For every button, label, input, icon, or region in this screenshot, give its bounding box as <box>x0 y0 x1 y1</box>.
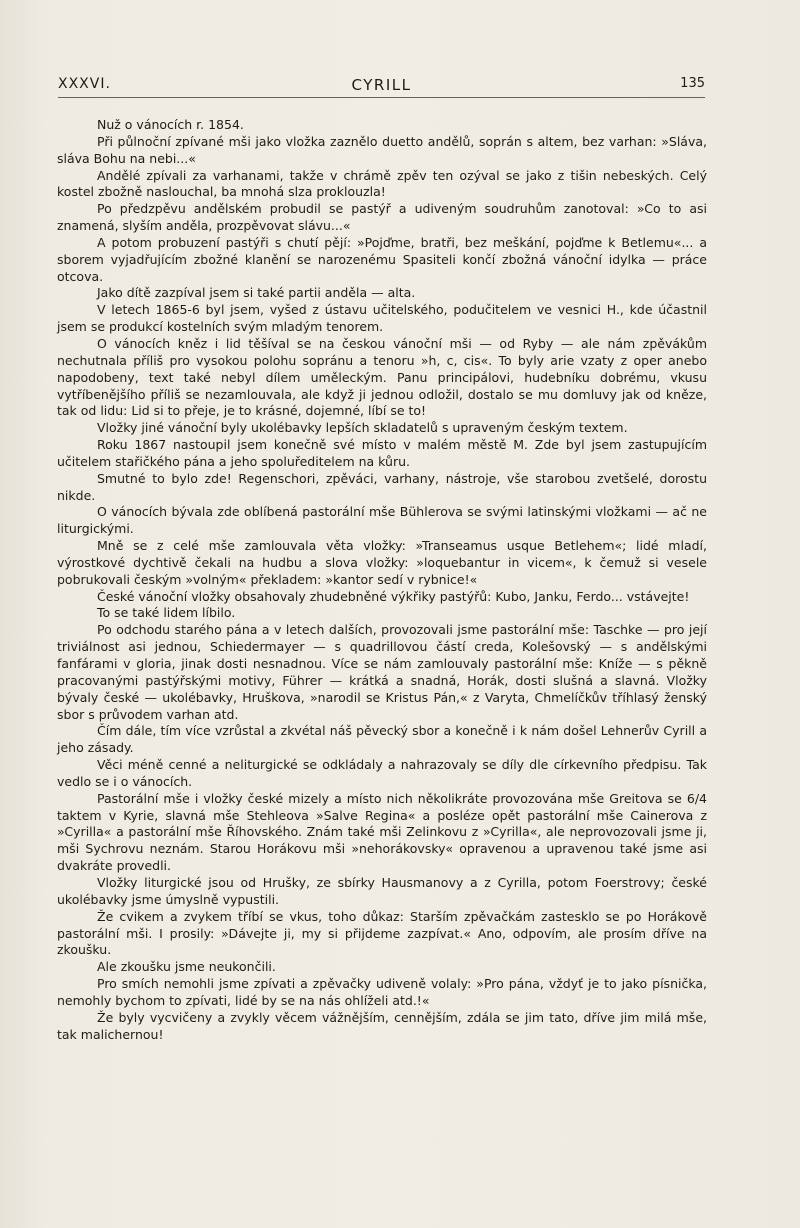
paragraph: O vánocích kněz i lid těšíval se na českou vánoční mši — od Ryby — ale nám zpěvákům nechutnala příliš pro vysokou polohu sopránu a tenoru »h, c, cis«. To byly arie vzaty z oper anebo napodobeny, text také nebyl dílem uměleckým. Panu principálovi, hudebníku dobrému, vkusu vytříbenějšího příliš se nezamlouvala, ale když ji jednou odložil, dostalo se mu domluvy jak od kněze, tak od lidu: Lid si to přeje, je to krásné, dojemné, líbí se to! <box>57 335 707 419</box>
journal-title: CYRILL <box>351 76 412 94</box>
page-number: 135 <box>680 76 705 91</box>
paragraph: Roku 1867 nastoupil jsem konečně své místo v malém městě M. Zde byl jsem zastupujícím učitelem stařičkého pána a jeho spoluředitelem na kůru. <box>57 437 707 469</box>
article-text <box>57 117 707 1043</box>
paragraph: Že cvikem a zvykem tříbí se vkus, toho důkaz: Starším zpěvačkám zastesklo se po Horákově pastorální mši. I prosily: »Dávejte ji, my si přijdeme zazpívat.« Ano, odpovím, ale prosím dříve na zkoušku. <box>57 908 707 958</box>
paragraph: Mně se z celé mše zamlouvala věta vložky: »Transeamus usque Betlehem«; lidé mladí, výrostkové dychtivě čekali na hudbu a slova vložky: »loquebantur in vicem«, k čemuž si vesele pobrukovali českým »volným« překladem: »kantor sedí v rybnice!« <box>57 538 707 587</box>
paragraph: V letech 1865-6 byl jsem, vyšed z ústavu učitelského, podučitelem ve vesnici H., kde účastnil jsem se produkcí kostelních svým mladým tenorem. <box>57 302 707 335</box>
paragraph: Pastorální mše i vložky české mizely a místo nich několikráte provozována mše Greitova se 6/4 taktem v Kyrie, slavná mše Stehleova »Salve Regina« a posléze opět pastorální mše Cainerova z »Cyrilla« a pastorální mše Říhovského. Znám také mši Zelinkovu z »Cyrilla«, ale neprovozovali jsme ji, mši Sychrovu neznám. Starou Horákovu mši »nehorákovsky« opravenou a upravenou také jsme asi dvakráte provedli. <box>57 790 707 874</box>
paragraph: Nuž o vánocích r. 1854. <box>97 117 244 132</box>
paragraph: Vložky jiné vánoční byly ukolébavky lepších skladatelů s upraveným českým textem. <box>97 420 628 436</box>
volume-number: XXXVI. <box>58 76 111 92</box>
paragraph: Andělé zpívali za varhanami, takže v chrámě zpěv ten ozýval se jako z tišin nebeských. Celý kostel zbožně naslouchal, ba mnohá slza proklouzla! <box>57 167 707 200</box>
paragraph: Čím dále, tím více vzrůstal a zkvétal náš pěvecký sbor a konečně i k nám došel Lehnerův Cyrill a jeho zásady. <box>57 723 707 756</box>
paragraph: Jako dítě zazpíval jsem si také partii anděla — alta. <box>97 285 416 301</box>
paragraph: Věci méně cenné a neliturgické se odkládaly a nahrazovaly se díly dle církevního předpisu. Tak vedlo se i o vánocích. <box>57 757 707 789</box>
paragraph: Vložky liturgické jsou od Hrušky, ze sbírky Hausmanovy a z Cyrilla, potom Foerstrovy; české ukolébavky jsme úmyslně vypustili. <box>57 874 707 907</box>
running-header <box>58 76 705 98</box>
paragraph: Po předzpěvu andělském probudil se pastýř a udiveným soudruhům zanotoval: »Co to asi znamená, slyším anděla, prozpěvovat slávu...« <box>57 201 707 234</box>
paragraph: Při půlnoční zpívané mši jako vložka zaznělo duetto andělů, soprán s altem, bez varhan: »Sláva, sláva Bohu na nebi...« <box>57 133 707 166</box>
paragraph: Smutné to bylo zde! Regenschori, zpěváci, varhany, nástroje, vše starobou zvetšelé, dorostu nikde. <box>57 470 707 503</box>
header-rule <box>58 97 705 98</box>
paragraph: Že byly vycvičeny a zvykly věcem vážnějším, cennějším, zdála se jim tato, dříve jim milá mše, tak malichernou! <box>57 1009 707 1042</box>
paragraph: To se také lidem líbilo. <box>97 605 236 621</box>
paragraph: Pro smích nemohli jsme zpívati a zpěvačky udiveně volaly: »Pro pána, vždyť je to jako písnička, nemohly bychom to zpívati, lidé by se na nás ohlíželi atd.!« <box>57 976 707 1008</box>
paragraph: A potom probuzení pastýři s chutí pějí: »Pojďme, bratři, bez meškání, pojďme k Betlemu«... a sborem vyjadřujícím zbožné klanění se narozenému Spasiteli končí zbožná vánoční idylka — práce otcova. <box>57 234 707 284</box>
paragraph: Po odchodu starého pána a v letech dalších, provozovali jsme pastorální mše: Taschke — pro její triviálnost asi jednou, Schiedermayer — s quadrillovou částí creda, Kolešovský — s andělskými fanfárami v gloria, jinak dosti nesnadnou. Více se nám zamlouvaly pastorální mše: Kníže — s pěkně pracovanými pastýřskými motivy, Führer — krátká a snadná, Horák, dosti slušná a slavná. Vložky bývaly české — ukolébavky, Hruškova, »narodil se Kristus Pán,« z Varyta, Chmelíčkův tříhlasý ženský sbor s průvodem varhan atd. <box>57 622 707 722</box>
paragraph: České vánoční vložky obsahovaly zhudebněné výkřiky pastýřů: Kubo, Janku, Ferdo... vstávejte! <box>97 588 690 604</box>
paragraph: Ale zkoušku jsme neukončili. <box>97 959 276 975</box>
paragraph: O vánocích bývala zde oblíbená pastorální mše Bühlerova se svými latinskými vložkami — ač ne liturgickými. <box>57 504 707 537</box>
